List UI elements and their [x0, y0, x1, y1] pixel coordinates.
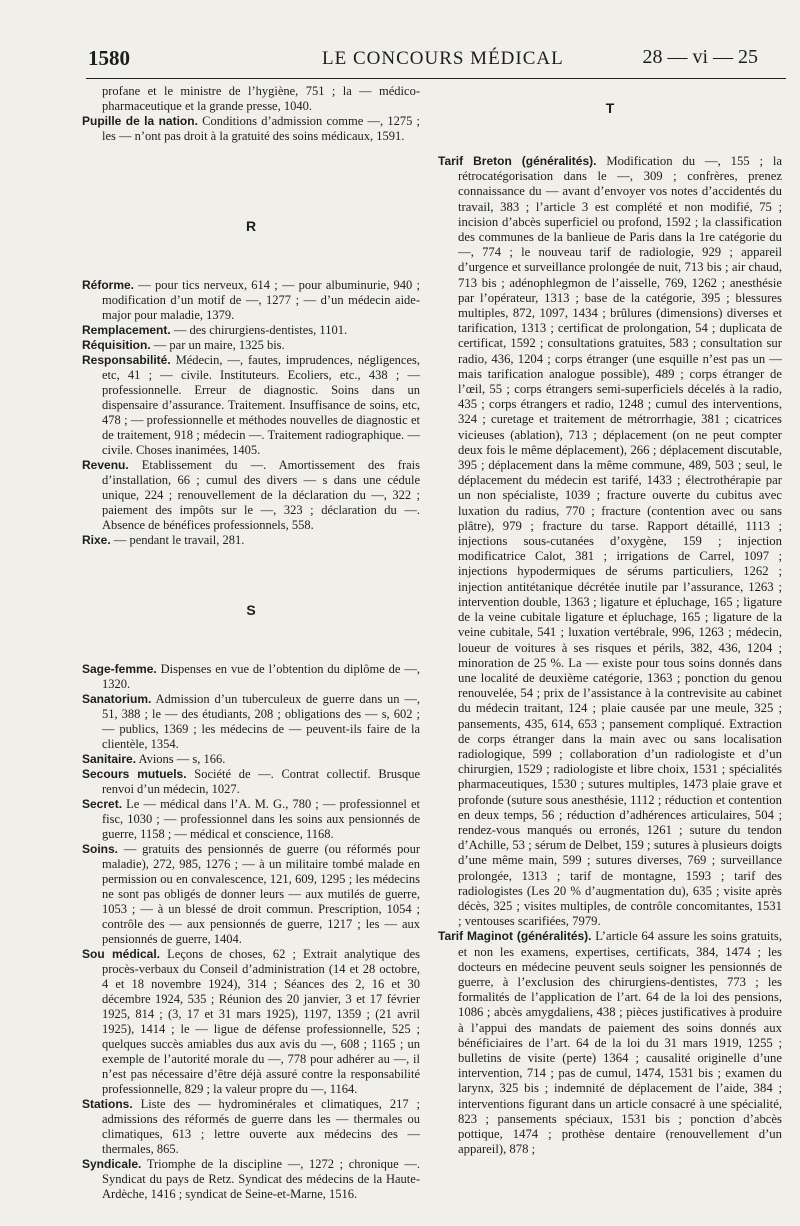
index-text: Dispenses en vue de l’obtention du diplôme de —, 1320.: [102, 662, 421, 691]
index-term: Sage-femme.: [82, 662, 157, 676]
index-text: — gratuits des pensionnés de guerre (ou réformés pour maladie), 272, 985, 1276 ; — à un militaire tombé malade en permission ou en convalescence, 121, 609, 1295 ; les médecins ne sont pas obligés de donner leurs — aux mutilés de guerre, 1053 ; — à un blessé de droit commun. Prescription, 1054 ; contrôle des — aux pensionnés de guerre, 1217 ; les — aux pensionnés de guerre, 1404.: [102, 842, 421, 946]
running-header: [86, 44, 786, 79]
page-number: 1580: [88, 46, 130, 70]
index-entry: [82, 114, 420, 144]
index-term: Sanatorium.: [82, 692, 152, 706]
index-term: Rixe.: [82, 533, 111, 547]
index-entry: [82, 338, 420, 353]
index-entry: [82, 947, 420, 1097]
index-text: — des chirurgiens-dentistes, 1101.: [173, 323, 348, 337]
index-entry: [82, 278, 420, 323]
index-entry: [82, 1097, 420, 1157]
index-term: Tarif Maginot (généralités).: [438, 929, 592, 944]
index-term: Sou médical.: [82, 947, 161, 961]
left-column: [82, 84, 420, 1202]
index-term: Réforme.: [82, 278, 135, 292]
index-text: — par un maire, 1325 bis.: [153, 338, 285, 352]
index-entry: [82, 353, 420, 458]
index-text: Admission d’un tuberculeux de guerre dans un —, 51, 388 ; le — des étudiants, 208 ; obligations des — s, 602 ; — publics, 1369 ; les médecins de — peuvent-ils faire de la clientèle, 1354.: [102, 692, 420, 751]
index-term: Tarif Breton (généralités).: [438, 154, 597, 168]
section-letter-r: R: [245, 218, 257, 234]
index-entry: [82, 533, 420, 548]
index-text: L’article 64 assure les soins gratuits, et non les examens, expertises, certificats, 384, 1474 ; les docteurs en médecine peuvent seuls soigner les pensionnés de guerre, à l’exclusion des chirurgiens-dentistes, 773 ; les formalités de l’application de l’art. 64 de la loi des pensions, 1086 ; abcès amygdaliens, 438 ; pièces justificatives à produire à l’appui des mandats de paiement des soins donnés aux bénéficiaires de l’art. 64 de la loi du 31 mars 1919, 1255 ; bulletins de visite (perte) 1364 ; causalité originelle d’une intervention, 714 ; pas de cumul, 1474, 1531 bis ; examen du larynx, 325 bis ; indemnité de déplacement de l’aide, 384 ; interventions figurant dans un article consacré à une spécialité, 823 ; pansements spéciaux, 1531 bis ; ponction d’abcès pottique, 1474 ; prothèse dentaire (renouvellement d’un appareil), 878 ;: [458, 929, 783, 1157]
index-text: Leçons de choses, 62 ; Extrait analytique des procès-verbaux du Conseil d’administration (14 et 28 octobre, 4 et 18 novembre 1924), 314 ; Séances des 2, 16 et 30 décembre 1924, 535 ; Réunion des 20 janvier, 3 et 17 février 1925, 814 ; (3, 17 et 31 mars 1925), 1197, 1359 ; (21 avril 1925), 1414 ; le — ligue de défense professionnelle, 525 ; quelques succès amiables dus aux avis du —, 608 ; 1165 ; un exemple de l’autorité morale du —, 778 pour adhérer au —, il n’est pas nécessaire d’être déjà assuré contre la responsabilité professionnelle, 829 ; la valeur propre du —, 1164.: [102, 947, 421, 1096]
journal-title: LE CONCOURS MÉDICAL: [322, 48, 564, 69]
index-term: Secret.: [82, 797, 123, 811]
index-entry: [82, 767, 420, 797]
section-letter-t: T: [605, 100, 615, 116]
index-term: Responsabilité.: [82, 353, 171, 367]
index-term: Revenu.: [82, 458, 129, 472]
index-text: Etablissement du —. Amortissement des frais d’installation, 66 ; cumul des divers — s dans une cédule unique, 224 ; renouvellement de la déclaration du —, 322 ; paiement des impôts sur le —, 323 ; déclaration du —. Absence de bénéfices professionnels, 558.: [102, 458, 421, 532]
index-term: Pupille de la nation.: [82, 114, 198, 128]
index-term: Sanitaire.: [82, 752, 137, 766]
index-entry: [82, 1157, 420, 1202]
index-text: Société de —. Contrat collectif. Brusque renvoi d’un médecin, 1027.: [102, 767, 421, 796]
index-entry: [82, 662, 420, 692]
section-letter-s: S: [246, 602, 256, 618]
right-column: [438, 84, 782, 1157]
index-text: Médecin, —, fautes, imprudences, négligences, etc, 41 ; — civile. Instituteurs. Ecoliers, etc., 438 ; — professionnelle. Erreur de diagnostic. Soins dans un dispensaire d’assurance. Traitement. Insuffisance de soins, etc, 478 ; — professionnelle et méthodes nouvelles de diagnostic et de traitement, 918 ; médecin —. Traitement radiographique. — civile. Choses inanimées, 1405.: [102, 353, 421, 457]
index-term: Stations.: [82, 1097, 133, 1111]
index-term: Secours mutuels.: [82, 767, 187, 781]
index-text: Modification du —, 155 ; la rétrocatégorisation dans le —, 309 ; confrères, prenez connaissance du — avant d’envoyer vos notes d’accidentés du travail, 383 ; l’article 3 est complété et non modifié, 75 ; incision d’abcès superficiel ou profond, 1592 ; la classification des communes de la banlieue de Paris dans la 1re catégorie du —, 774 ; le nouveau tarif de radiologie, 929 ; appareil d’urgence et surveillance prolongée de nuit, 713 bis ; air chaud, 713 bis ; adénophlegmon de l’aisselle, 769, 1262 ; anesthésie par l’opérateur, 1313 ; base de la catégorie, 395 ; blessures multiples, 872, 1097, 1434 ; brûlures (dimensions) diverses et tarification, 1313 ; certificat de prolongation, 54 ; duplicata de certificat, 1592 ; consultations gratuites, 583 ; consultation sur radio, 436, 1204 ; corps étranger (une esquille n’est pas un — mais tarification analogue possible), 489 ; corps étranger de l’œil, 55 ; corps étrangers semi-superficiels décelés à la radio, 435 ; corps étrangers et radio, 1248 ; cumul des interventions, 324 ; curetage et traitement de métrorrhagie, 381 ; cicatrices vicieuses (ablation), 713 ; déplacement (on ne peut compter deux fois le même déplacement), 266 ; déplacement discutable, 395 ; déplacement dans la même commune, 489, 503 ; seul, le déplacement du médecin est tarifé, 1433 ; électrothérapie par un non spécialiste, 1039 ; fracture ouverte du cubitus avec luxation du radius, 770 ; fracture (contention avec ou sans plâtre), 979 ; fracture du tarse. Rapport détaillé, 1113 ; injections sous-cutanées d’oxygène, 159 ; injection modificatrice Calot, 381 ; irrigations de Carrel, 1097 ; injections hypodermiques de sérums particuliers, 1262 ; injection antitétanique décrétée inutile par l’assurance, 1263 ; intervention double, 1363 ; ligature et épluchage, 165 ; ligature de la veine cubitale ligature et épluchage, 165 ; ligature de la veine cubitale, 541 ; luxation vertébrale, 996, 1263 ; médecin, loueur de voitures à ses risques et périls, 382, 436, 1204 ; minoration de 25 %. La — existe pour tous soins donnés dans une localité de deuxième catégorie, 1363 ; ponction du genou renouvelée, 54 ; prix de l’assistance à la contrevisite au cabinet du médecin traitant, 124 ; plaie causée par une meule, 325 ; pansements, 435, 614, 653 ; pansement compliqué. Extraction de corps étranger dans la main avec ou sans localisation radiologique, 599 ; collaboration d’un radiologiste et d’un chirurgien, 1529 ; radiologiste et libre choix, 1531 ; spécialités pharmaceutiques, 1530 ; sutures multiples, 1473 plaie grave et profonde (suture sous anesthésie, 1112 ; réduction et contention en deux temps, 56 ; réduction d’adhérences articulaires, 504 ; rendez-vous manqués ou erronés, 1261 ; suture du tendon d’Achille, 53 ; sérum de Delbet, 159 ; sutures à plusieurs doigts d’une même main, 599 ; sutures diverses, 769 ; surveillance prolongée, 1313 ; tarif de montagne, 1593 ; tarif des radiologistes (Les 20 % d’augmentation du), 635 ; visite après décès, 325 ; visites multiples, de contrôle concomitantes, 1531 ; ventouses scarifiées, 7979.: [458, 154, 782, 929]
index-entry: [82, 458, 420, 533]
index-text: — pendant le travail, 281.: [113, 533, 245, 547]
index-entry: [82, 752, 420, 767]
index-text: Le — médical dans l’A. M. G., 780 ; — professionnel et fisc, 1030 ; — professionnel dans les soins aux pensionnés de guerre, 1158 ; — médical et conscience, 1168.: [102, 797, 420, 841]
index-text: Triomphe de la discipline —, 1272 ; chronique —. Syndicat du pays de Retz. Syndicat des médecins de la Haute-Ardèche, 1416 ; syndicat de Seine-et-Marne, 1516.: [102, 1157, 420, 1201]
entries-s: [82, 662, 420, 1202]
index-entry: [438, 929, 782, 1157]
continuation-text: profane et le ministre de l’hygiène, 751 ; la — médico-pharmaceutique et la grande presse, 1040.: [102, 84, 420, 113]
issue-date: 28 — vi — 25: [642, 46, 758, 68]
index-text: Conditions d’admission comme —, 1275 ; les — n’ont pas droit à la gratuité des soins médicaux, 1591.: [102, 114, 421, 143]
entries-p: [82, 114, 420, 144]
index-text: Avions — s, 166.: [138, 752, 226, 766]
index-entry: [82, 842, 420, 947]
entries-r: [82, 278, 420, 548]
entries-t: [438, 154, 782, 1157]
index-text: Liste des — hydrominérales et climatiques, 217 ; admissions des réformés de guerre dans les — thermales ou climatiques, 613 ; lettre ouverte aux médecins des — thermales, 865.: [102, 1097, 421, 1156]
index-entry: [82, 692, 420, 752]
index-entry: [82, 797, 420, 842]
index-text: — pour tics nerveux, 614 ; — pour albuminurie, 940 ; modification d’un motif de —, 1277 ; — d’un médecin aide-major pour maladie, 1379.: [102, 278, 421, 322]
index-term: Réquisition.: [82, 338, 151, 352]
index-entry: [438, 154, 782, 929]
index-term: Remplacement.: [82, 323, 171, 337]
index-term: Soins.: [82, 842, 119, 856]
index-entry: [82, 323, 420, 338]
index-term: Syndicale.: [82, 1157, 142, 1171]
